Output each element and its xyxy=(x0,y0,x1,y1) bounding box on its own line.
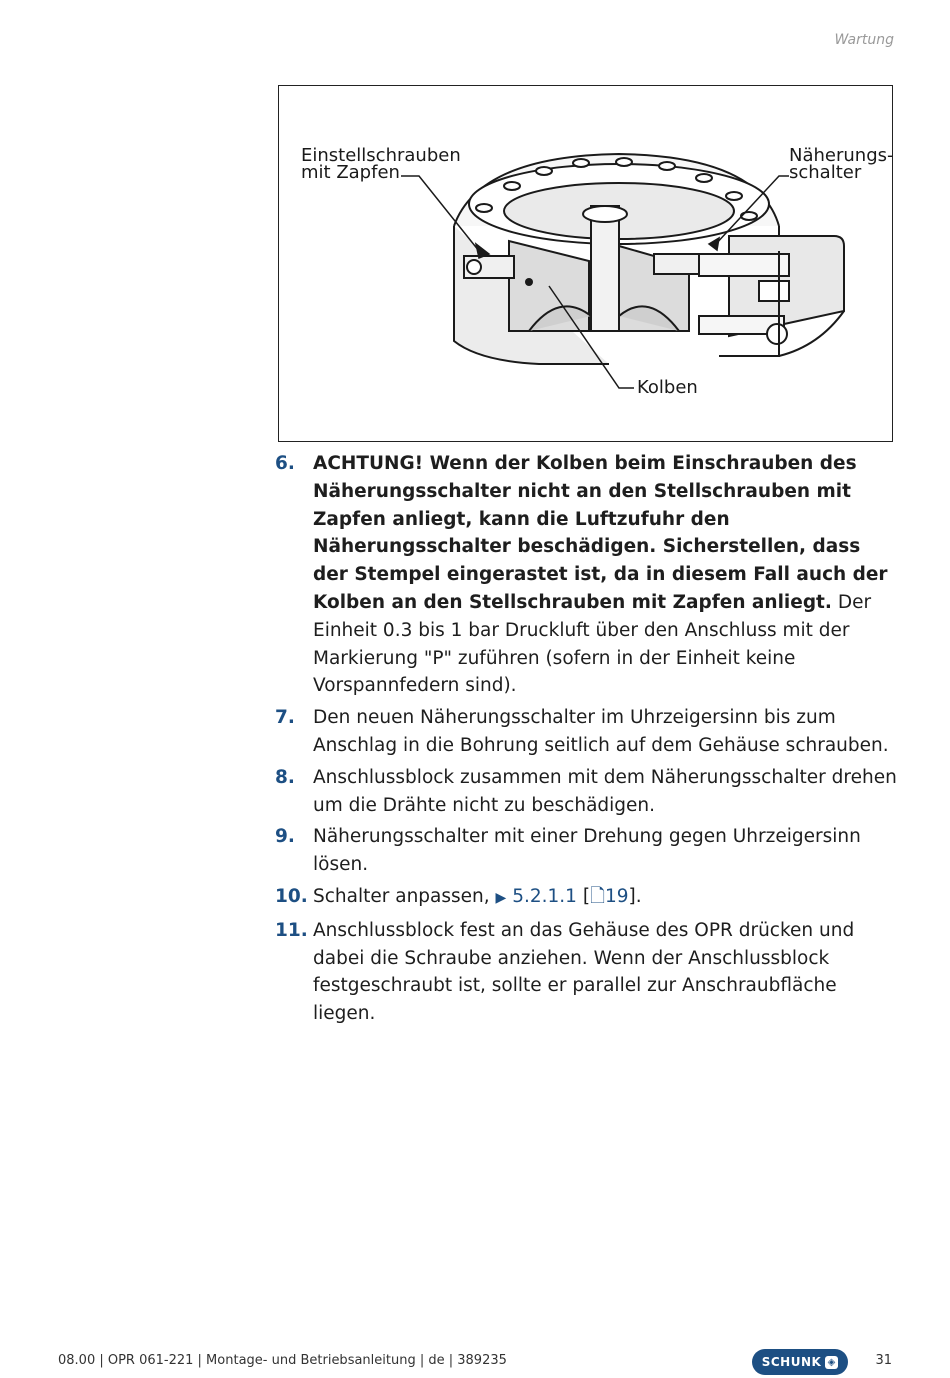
figure-opr-cutaway xyxy=(278,85,893,442)
instruction-steps xyxy=(275,450,900,1032)
step-6 xyxy=(275,450,900,700)
step-text: Anschlussblock fest an das Gehäuse des OPR drücken und dabei die Schraube anziehen. Wenn der Anschlussblock festgeschraubt ist, sollte er parallel zur Anschraubfläche liegen. xyxy=(313,919,855,1025)
label-adjust-screws xyxy=(301,147,461,181)
label-piston: Kolben xyxy=(637,377,698,398)
step-9 xyxy=(275,823,900,879)
page-icon: 🗋 xyxy=(590,885,605,907)
step-text: Näherungsschalter mit einer Drehung gegen Uhrzeigersinn lösen. xyxy=(313,826,861,876)
opr-cutaway-drawing xyxy=(279,86,891,440)
step-body: Der Einheit 0.3 bis 1 bar Druckluft über den Anschluss mit der Markierung "P" zuführen (sofern in der Einheit keine Vorspannfedern sind). xyxy=(313,591,872,697)
footer-doc-info: 08.00 | OPR 061-221 | Montage- und Betriebsanleitung | de | 389235 xyxy=(58,1353,507,1368)
logo-text: SCHUNK xyxy=(761,1355,822,1369)
step-10 xyxy=(275,883,900,913)
step-text xyxy=(313,450,900,700)
step-11 xyxy=(275,917,900,1028)
step-body: Schalter anpassen, xyxy=(313,885,490,907)
schunk-logo xyxy=(752,1349,848,1375)
cross-reference-arrow-icon: ▶ xyxy=(495,889,507,906)
section-title: Wartung xyxy=(834,32,894,48)
page-reference-link[interactable]: 19 xyxy=(604,885,629,907)
step-number: 9. xyxy=(275,826,295,848)
logo-mark-icon: ◈ xyxy=(825,1356,838,1369)
step-number: 10. xyxy=(275,885,308,907)
step-7 xyxy=(275,704,900,760)
label-proximity-line1: Näherungs- xyxy=(789,145,894,166)
label-adjust-screws-line1: Einstellschrauben xyxy=(301,145,461,166)
step-number: 8. xyxy=(275,766,295,788)
label-proximity-line2: schalter xyxy=(789,162,862,183)
step-8 xyxy=(275,764,900,820)
label-adjust-screws-line2: mit Zapfen xyxy=(301,162,400,183)
warning-text: ACHTUNG! Wenn der Kolben beim Einschrauben des Näherungsschalter nicht an den Stellschrauben mit Zapfen anliegt, kann die Luftzufuhr den Näherungsschalter beschädigen. Sicherstellen, dass der Stempel eingerastet ist, da in diesem Fall auch der Kolben an den Stellschrauben mit Zapfen anliegt. xyxy=(313,453,888,613)
step-text: Anschlussblock zusammen mit dem Näherungsschalter drehen um die Drähte nicht zu beschädigen. xyxy=(313,766,897,816)
page-number: 31 xyxy=(875,1353,892,1368)
label-proximity-switch xyxy=(789,147,894,181)
page-ref-open: [ xyxy=(582,885,591,907)
step-number: 11. xyxy=(275,919,308,941)
step-number: 6. xyxy=(275,453,295,474)
step-text: Den neuen Näherungsschalter im Uhrzeigersinn bis zum Anschlag in die Bohrung seitlich auf dem Gehäuse schrauben. xyxy=(313,707,889,756)
page-ref-close: ]. xyxy=(628,885,642,907)
step-number: 7. xyxy=(275,707,295,729)
step-text xyxy=(313,883,900,913)
section-reference-link[interactable]: 5.2.1.1 xyxy=(512,885,577,907)
